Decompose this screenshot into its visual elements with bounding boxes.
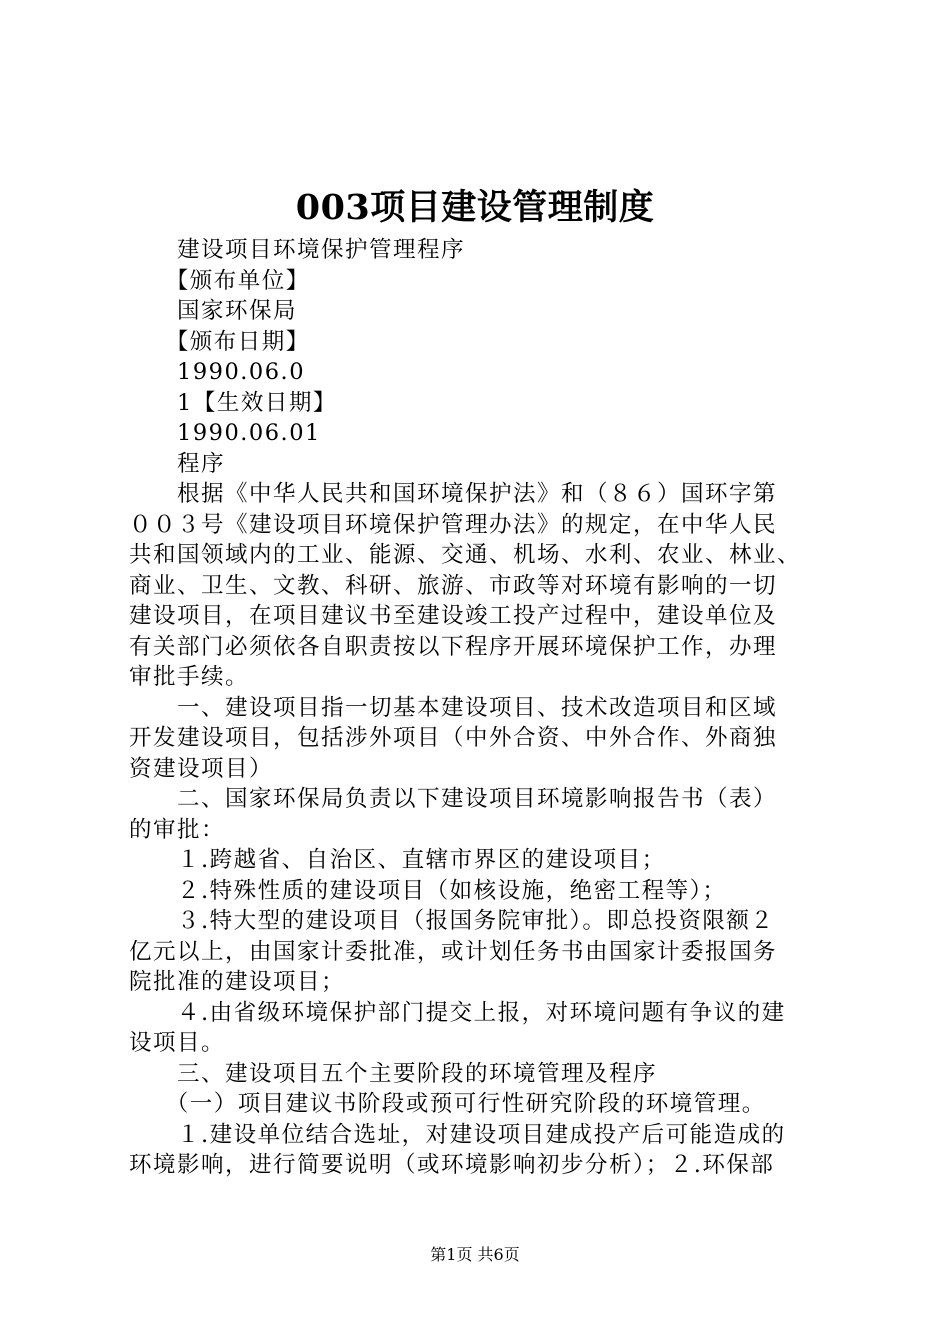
document-body (129, 235, 833, 1181)
text-line: 1990.06.0 (129, 359, 306, 385)
text-line: 二、国家环保局负责以下建设项目环境影响报告书（表） (129, 786, 778, 812)
text-line: 建设项目，在项目建议书至建设竣工投产过程中，建设单位及 (129, 603, 778, 629)
text-line: 资建设项目） (129, 755, 274, 782)
text-line: 国家环保局 (129, 298, 298, 324)
text-line: 设项目。 (129, 1030, 226, 1056)
text-line: ４.由省级环境保护部门提交上报，对环境问题有争议的建 (129, 999, 786, 1026)
text-line: 一、建设项目指一切基本建设项目、技术改造项目和区域 (129, 694, 778, 721)
text-line: 有关部门必须依各自职责按以下程序开展环境保护工作，办理 (129, 633, 778, 660)
text-line: 1【生效日期】 (129, 389, 337, 416)
text-line: 的审批： (129, 816, 226, 843)
document-title: 003项目建设管理制度 (295, 187, 655, 228)
text-line: 审批手续。 (129, 664, 250, 690)
text-line: 开发建设项目，包括涉外项目（中外合资、中外合作、外商独 (129, 725, 778, 751)
text-line: 1990.06.01 (129, 420, 321, 446)
text-line: 三、建设项目五个主要阶段的环境管理及程序 (129, 1060, 658, 1087)
text-line: 共和国领域内的工业、能源、交通、机场、水利、农业、林业、 (129, 542, 802, 568)
text-line: 建设项目环境保护管理程序 (129, 237, 466, 263)
text-line: １.建设单位结合选址，对建设项目建成投产后可能造成的 (129, 1121, 786, 1148)
text-line: ００３号《建设项目环境保护管理办法》的规定，在中华人民 (129, 511, 778, 538)
text-line: ２.特殊性质的建设项目（如核设施，绝密工程等）； (129, 877, 727, 904)
page-footer: 第1页 共6页 (430, 1245, 520, 1264)
text-line: （一）项目建议书阶段或预可行性研究阶段的环境管理。 (129, 1091, 766, 1117)
text-line: 亿元以上，由国家计委批准，或计划任务书由国家计委报国务 (129, 938, 778, 965)
text-line: １.跨越省、自治区、直辖市界区的建设项目； (129, 847, 666, 873)
text-line: 【颁布日期】 (129, 328, 310, 355)
text-line: 环境影响，进行简要说明（或环境影响初步分析）；２.环保部 (129, 1152, 775, 1178)
text-line: 程序 (129, 450, 226, 477)
text-line: 商业、卫生、文教、科研、旅游、市政等对环境有影响的一切 (129, 572, 778, 599)
text-line: 根据《中华人民共和国环境保护法》和（８６）国环字第 (129, 481, 778, 507)
text-line: ３.特大型的建设项目（报国务院审批）。即总投资限额２ (129, 908, 775, 934)
text-line: 【颁布单位】 (129, 267, 310, 294)
text-line: 院批准的建设项目； (129, 969, 346, 995)
